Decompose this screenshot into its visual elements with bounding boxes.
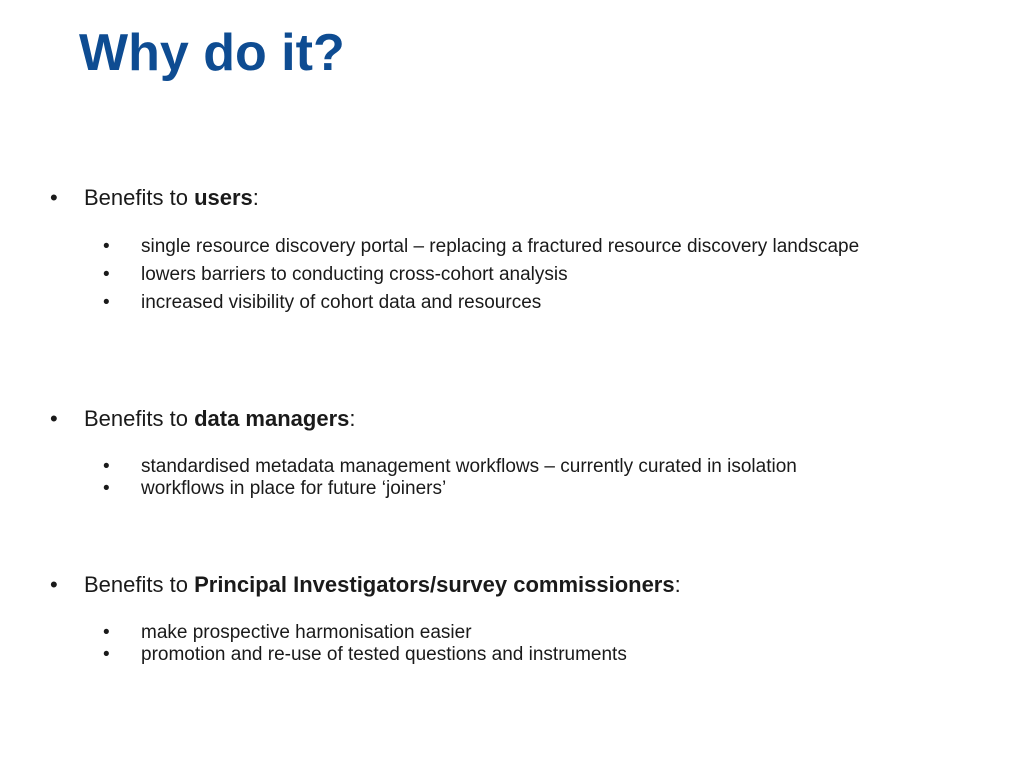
bullet-icon: • — [50, 185, 58, 210]
bullet-icon: • — [103, 456, 110, 477]
list-item — [50, 456, 970, 477]
list-item — [50, 644, 970, 665]
heading-emphasis: users — [194, 185, 253, 210]
heading-prefix: Benefits to — [84, 572, 195, 597]
bullet-icon: • — [103, 622, 110, 643]
section-heading-data-managers — [50, 405, 970, 433]
list-item-text: standardised metadata management workflows – currently curated in isolation — [141, 456, 797, 477]
list-item-text: workflows in place for future ‘joiners’ — [141, 478, 447, 499]
list-item-text: increased visibility of cohort data and resources — [141, 292, 542, 313]
bullet-icon: • — [103, 264, 110, 285]
users-benefit-list — [50, 236, 970, 313]
bullet-icon: • — [50, 572, 58, 597]
principal-investigators-benefit-list — [50, 622, 970, 665]
section-principal-investigators — [50, 571, 970, 665]
list-item — [50, 264, 970, 285]
list-item — [50, 478, 970, 499]
bullet-icon: • — [103, 478, 110, 499]
heading-suffix: : — [674, 572, 681, 597]
list-item-text: lowers barriers to conducting cross-cohort analysis — [141, 264, 568, 285]
bullet-icon: • — [103, 236, 110, 257]
data-managers-benefit-list — [50, 456, 970, 499]
list-item — [50, 292, 970, 313]
heading-suffix: : — [349, 406, 356, 431]
list-item — [50, 622, 970, 643]
section-data-managers — [50, 405, 970, 499]
slide-title: Why do it? — [79, 24, 345, 82]
bullet-icon: • — [103, 292, 110, 313]
section-users — [50, 184, 970, 313]
list-item — [50, 236, 970, 257]
heading-emphasis: data managers — [194, 406, 350, 431]
heading-prefix: Benefits to — [84, 185, 195, 210]
heading-emphasis: Principal Investigators/survey commissioners — [194, 572, 675, 597]
list-item-text: single resource discovery portal – replacing a fractured resource discovery landscape — [141, 236, 860, 257]
list-item-text: promotion and re-use of tested questions and instruments — [141, 644, 627, 665]
section-heading-principal-investigators — [50, 571, 970, 599]
heading-suffix: : — [252, 185, 259, 210]
section-heading-users — [50, 184, 970, 212]
list-item-text: make prospective harmonisation easier — [141, 622, 472, 643]
bullet-icon: • — [50, 406, 58, 431]
heading-prefix: Benefits to — [84, 406, 195, 431]
bullet-icon: • — [103, 644, 110, 665]
